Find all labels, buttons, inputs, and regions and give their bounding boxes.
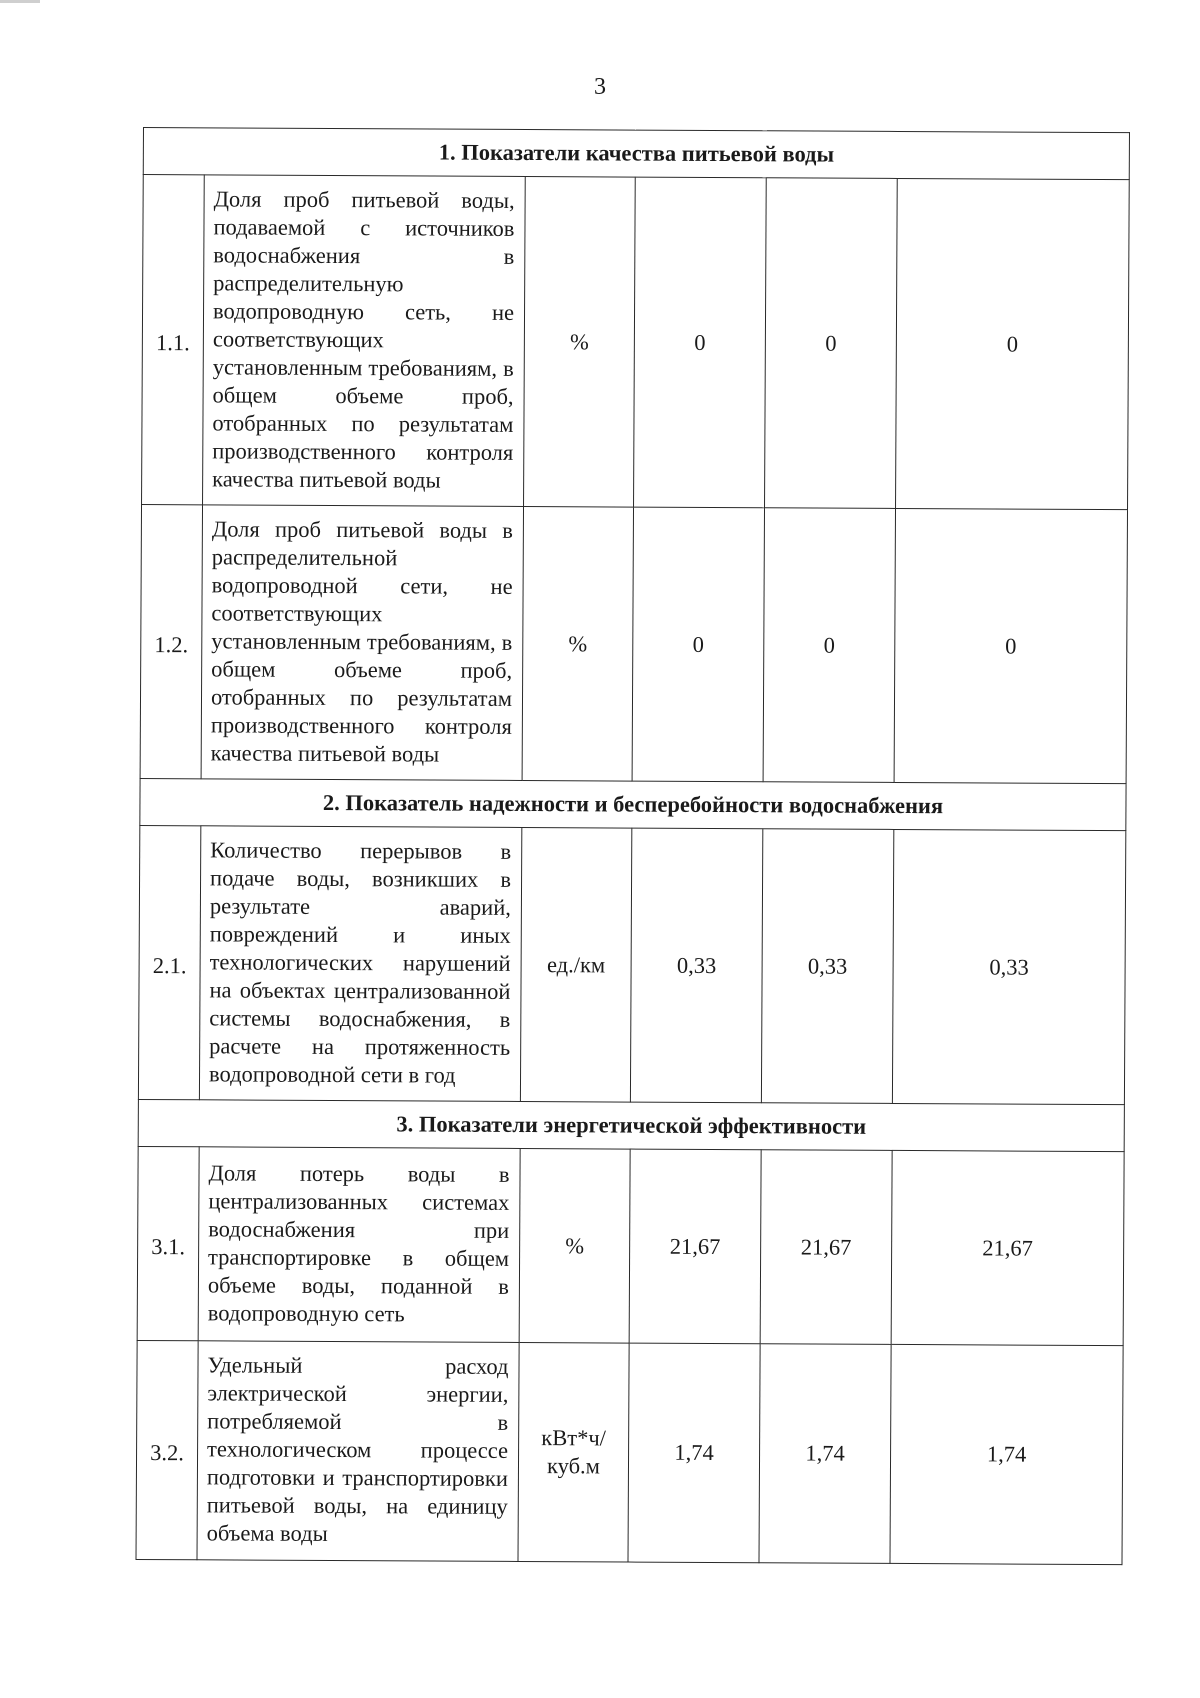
section-title: 2. Показатель надежности и бесперебойности водоснабжения	[140, 778, 1126, 830]
row-number: 3.1.	[137, 1146, 199, 1340]
section-title: 3. Показатели энергетической эффективности	[138, 1099, 1124, 1151]
section-header-row	[140, 778, 1126, 830]
unit-cell: кВт*ч/ куб.м	[518, 1342, 629, 1562]
section-title: 1. Показатели качества питьевой воды	[143, 128, 1129, 180]
section-header-row	[143, 128, 1129, 180]
value-cell: 1,74	[890, 1344, 1123, 1564]
value-cell: 21,67	[891, 1150, 1124, 1345]
section-header-row	[138, 1099, 1124, 1151]
indicator-description: Удельный расход электрической энергии, потребляемой в технологическом процессе подготовки и транспортировки питьевой воды, на единицу объема воды	[197, 1341, 519, 1562]
unit-cell: %	[524, 177, 636, 508]
row-number: 2.1.	[138, 825, 200, 1099]
indicator-description: Доля проб питьевой воды в распределительной водопроводной сети, не соответствующих установленным требованиям, в общем объеме проб, отобранных по результатам производственного контроля качества питьевой воды	[201, 505, 523, 781]
table-row	[140, 504, 1127, 783]
value-cell: 0	[896, 178, 1130, 509]
scan-corner-mark	[0, 0, 40, 3]
unit-cell: %	[522, 506, 633, 781]
indicators-table	[135, 127, 1130, 1565]
page-number: 3	[594, 74, 606, 100]
row-number: 1.2.	[140, 504, 202, 778]
value-cell: 0,33	[892, 829, 1125, 1104]
indicator-description: Доля проб питьевой воды, подаваемой с источников водоснабжения в распределительную водопроводную сеть, не соответствующих установленным требованиям, в общем объеме проб, отобранных по результатам производственного контроля качества питьевой воды	[203, 175, 526, 507]
value-cell: 0	[765, 178, 898, 509]
value-cell: 21,67	[629, 1149, 761, 1344]
value-cell: 0,33	[761, 829, 893, 1104]
table-row	[142, 175, 1130, 510]
table-row	[138, 825, 1125, 1104]
indicator-description: Количество перерывов в подаче воды, возникших в результате аварий, повреждений и иных технологических нарушений на объектах централизованной системы водоснабжения, в расчете на протяженность водопроводной сети в год	[199, 826, 521, 1102]
value-cell: 21,67	[760, 1150, 892, 1345]
value-cell: 1,74	[759, 1344, 891, 1564]
table-row	[137, 1146, 1124, 1345]
value-cell: 1,74	[628, 1343, 760, 1563]
unit-cell: ед./км	[520, 827, 631, 1102]
table-row	[136, 1340, 1123, 1564]
value-cell: 0,33	[630, 828, 762, 1103]
row-number: 1.1.	[142, 175, 205, 505]
value-cell: 0	[632, 507, 764, 782]
row-number: 3.2.	[136, 1340, 198, 1559]
value-cell: 0	[894, 508, 1127, 783]
unit-cell: %	[519, 1148, 630, 1343]
value-cell: 0	[634, 177, 767, 508]
indicator-description: Доля потерь воды в централизованных системах водоснабжения при транспортировке в общем объеме воды, поданной в водопроводную сеть	[198, 1147, 520, 1343]
value-cell: 0	[763, 508, 895, 783]
